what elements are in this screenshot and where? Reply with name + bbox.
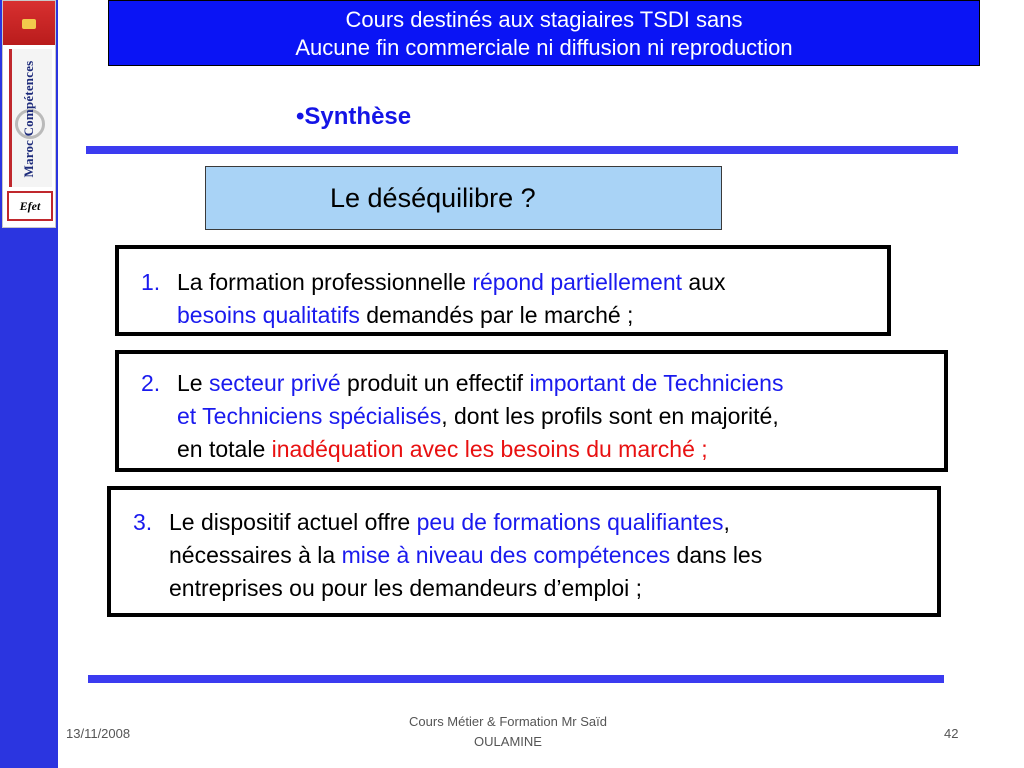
question-text: Le déséquilibre ? xyxy=(330,183,536,213)
logo-text: Maroc Compétences xyxy=(21,60,36,178)
header-line-2: Aucune fin commerciale ni diffusion ni reproduction xyxy=(295,35,793,60)
point-1-line-2 xyxy=(141,299,879,332)
point-highlight: important de Techniciens xyxy=(529,370,784,396)
top-divider xyxy=(86,146,958,154)
section-title: •Synthèse xyxy=(296,103,412,130)
point-text: , xyxy=(723,509,730,535)
point-highlight: secteur privé xyxy=(208,370,341,396)
point-highlight: et Techniciens spécialisés xyxy=(177,403,442,429)
point-text: entreprises ou pour les demandeurs d’emploi ; xyxy=(169,575,643,601)
header-line-1: Cours destinés aux stagiaires TSDI sans xyxy=(345,7,743,32)
point-3-line-2 xyxy=(133,539,929,572)
logo-panel xyxy=(2,0,56,228)
point-1-line-1 xyxy=(141,266,879,299)
footer-course-line-2: OULAMINE xyxy=(474,734,542,749)
point-3 xyxy=(107,486,941,617)
logo-emblem xyxy=(3,1,55,45)
point-2-line-1 xyxy=(141,367,936,400)
point-text: en totale xyxy=(177,436,272,462)
point-1 xyxy=(115,245,891,336)
point-text: nécessaires à la xyxy=(169,542,342,568)
point-3-line-3 xyxy=(133,572,929,605)
point-text: La formation professionnelle xyxy=(177,269,473,295)
page-number: 42 xyxy=(944,726,959,741)
point-text: dans les xyxy=(670,542,763,568)
point-highlight: répond partiellement xyxy=(472,269,683,295)
point-text: produit un effectif xyxy=(340,370,530,396)
footer-date: 13/11/2008 xyxy=(66,726,131,741)
point-warning: inadéquation avec les besoins du marché ; xyxy=(271,436,708,462)
point-3-line-1 xyxy=(133,506,929,539)
emblem-mark xyxy=(22,19,36,29)
point-number: 3. xyxy=(133,509,153,535)
point-text: demandés par le marché ; xyxy=(359,302,634,328)
point-number: 2. xyxy=(141,370,161,396)
point-2 xyxy=(115,350,948,472)
point-number: 1. xyxy=(141,269,161,295)
point-text: Le dispositif actuel offre xyxy=(169,509,417,535)
point-highlight: peu de formations qualifiantes xyxy=(416,509,724,535)
point-2-line-3 xyxy=(141,433,936,466)
footer-course-line-1: Cours Métier & Formation Mr Saïd xyxy=(409,714,607,729)
point-text: , dont les profils sont en majorité, xyxy=(441,403,779,429)
efet-label: Efet xyxy=(7,191,53,221)
point-text: Le xyxy=(177,370,209,396)
point-highlight: mise à niveau des compétences xyxy=(341,542,671,568)
point-2-line-2 xyxy=(141,400,936,433)
footer-course xyxy=(372,712,644,752)
bottom-divider xyxy=(88,675,944,683)
point-text: aux xyxy=(682,269,726,295)
point-highlight: besoins qualitatifs xyxy=(177,302,360,328)
header-banner xyxy=(108,0,980,66)
